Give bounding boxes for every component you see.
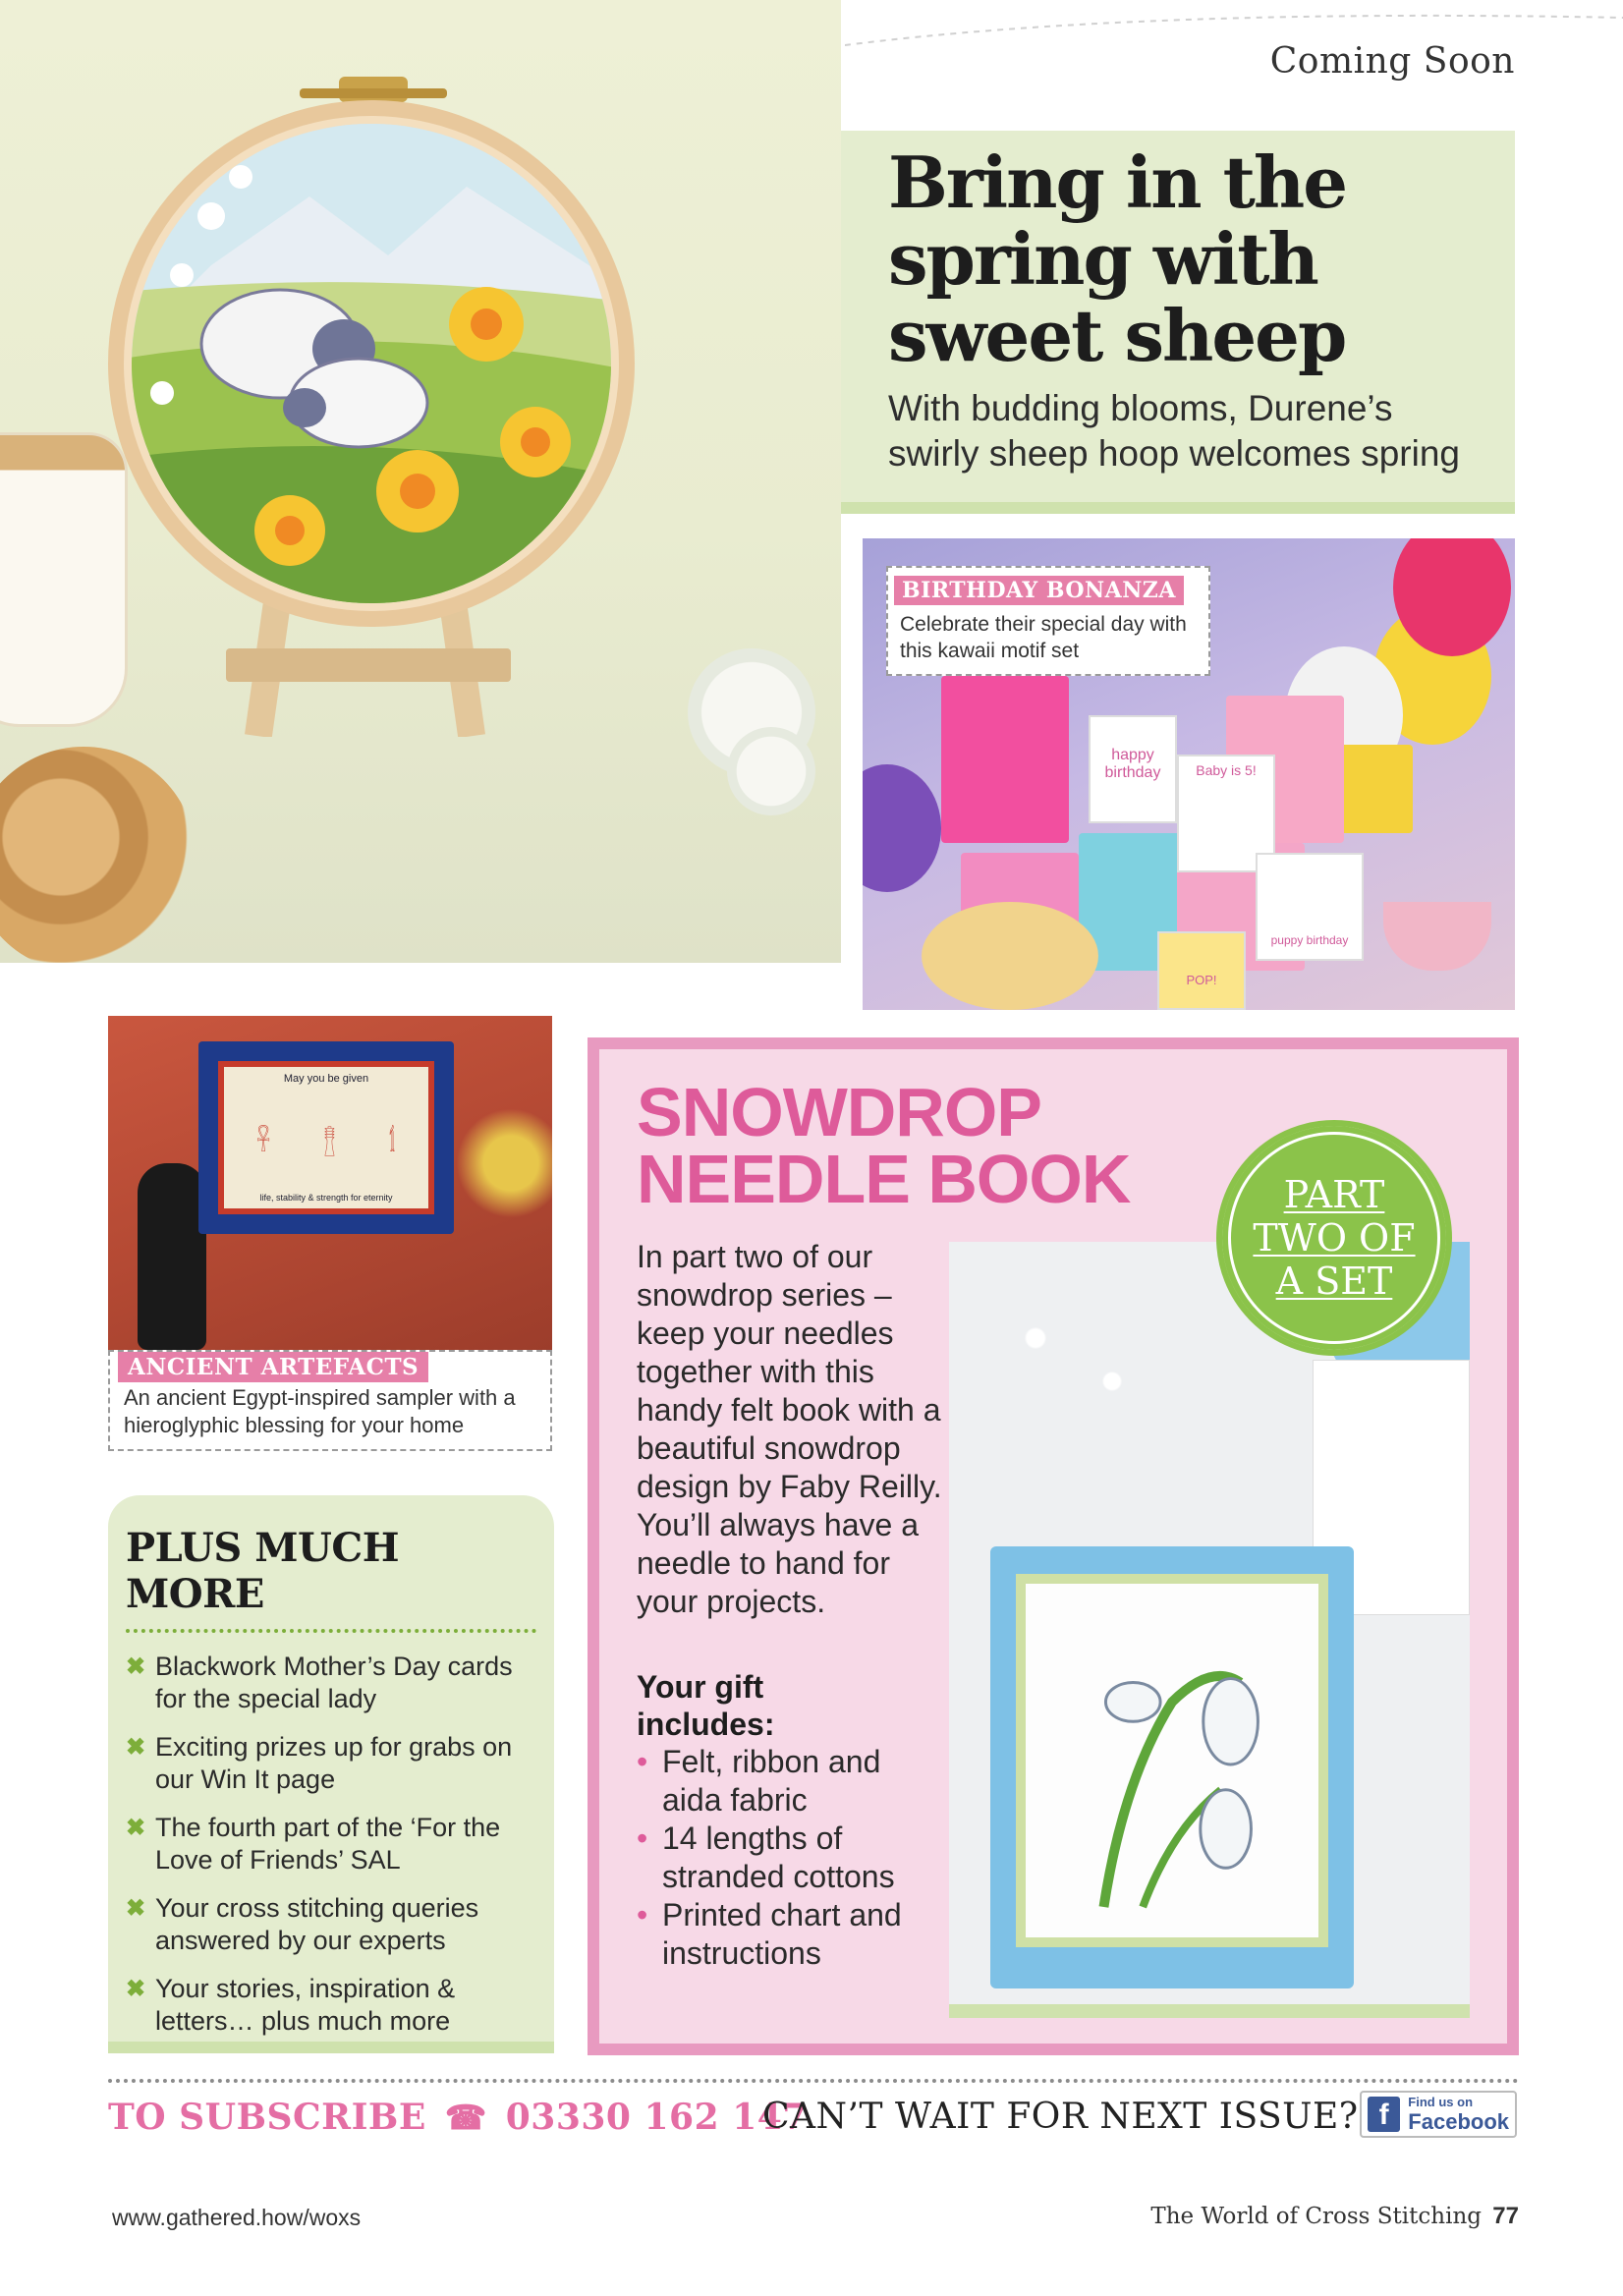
egypt-caption: An ancient Egypt-inspired sampler with a hieroglyphic blessing for your home	[124, 1385, 516, 1437]
badge-line: A SET	[1275, 1260, 1393, 1303]
egypt-sampler-photo	[108, 1016, 552, 1350]
pink-dot-icon: •	[637, 1820, 648, 1856]
gypsophila-image	[959, 1252, 1214, 1468]
card-image	[1089, 715, 1177, 823]
phone-icon: ☎	[444, 2099, 487, 2138]
card-image	[1157, 931, 1246, 1010]
needle-book-photo	[949, 1242, 1470, 2018]
list-item	[126, 1973, 536, 2038]
cross-bullet-icon: ✖	[126, 1815, 146, 1841]
next-issue-text: CAN’T WAIT FOR NEXT ISSUE?	[762, 2097, 1359, 2137]
sampler-top-text: May you be given	[283, 1073, 369, 1085]
snowdrop-panel	[588, 1037, 1519, 2055]
subscribe-line	[108, 2097, 808, 2138]
white-flower-image	[727, 727, 815, 815]
gift-item	[637, 1743, 931, 1820]
title-line: SNOWDROP	[637, 1074, 1041, 1150]
card-image	[1256, 853, 1364, 961]
list-item-text: Your cross stitching queries answered by our experts	[155, 1893, 479, 1955]
card-text: Baby is 5!	[1196, 762, 1257, 778]
list-item-text: The fourth part of the ‘For the Love of Friends’ SAL	[155, 1813, 501, 1875]
badge-line: TWO OF	[1253, 1216, 1416, 1260]
section-label: Coming Soon	[1269, 41, 1515, 82]
embroidery-hoop-image	[93, 69, 644, 737]
hieroglyphs-image: 𓋹 𓊽 𓌀	[255, 1127, 397, 1156]
cat-statue-image	[138, 1163, 206, 1350]
sampler-frame	[198, 1041, 454, 1234]
list-item	[126, 1651, 536, 1715]
lead-feature-panel	[841, 131, 1515, 514]
dotted-divider	[108, 2079, 1519, 2083]
facebook-icon: f	[1368, 2097, 1400, 2132]
strawberry-bowl-image	[1383, 902, 1491, 971]
footer-url[interactable]: www.gathered.how/woxs	[112, 2205, 362, 2230]
cake-image	[922, 902, 1098, 1010]
snowdrop-body: In part two of our snowdrop series – keep your needles together with this handy felt book with a beautiful snowdrop design by Faby Reilly. You’ll always have a needle to hand for your projects.	[637, 1239, 942, 1619]
list-item	[126, 1731, 536, 1796]
magazine-name: The World of Cross Stitching	[1150, 2204, 1482, 2229]
headline-line: Bring in the	[888, 140, 1347, 224]
pink-dot-icon: •	[637, 1744, 648, 1779]
egypt-tag: ANCIENT ARTEFACTS	[118, 1352, 428, 1382]
cross-bullet-icon: ✖	[126, 1734, 146, 1761]
hero-photo-sheep-hoop	[0, 0, 841, 963]
sampler-bottom-text: life, stability & strength for eternity	[259, 1193, 393, 1203]
facebook-badge[interactable]	[1360, 2091, 1517, 2138]
badge-line: PART	[1283, 1173, 1385, 1216]
card-text: POP!	[1186, 973, 1217, 987]
birthday-caption-box	[886, 566, 1210, 676]
headline-line: sweet sheep	[888, 294, 1346, 377]
list-item-text: Your stories, inspiration & letters… plus much more	[155, 1974, 456, 2036]
felt-needle-book-image	[990, 1546, 1354, 1988]
gift-bag-image	[941, 676, 1069, 843]
card-text: puppy birthday	[1270, 933, 1349, 947]
cross-bullet-icon: ✖	[126, 1895, 146, 1922]
gift-item	[637, 1820, 931, 1896]
birthday-tag: BIRTHDAY BONANZA	[894, 576, 1184, 605]
cross-bullet-icon: ✖	[126, 1976, 146, 2002]
footer-magazine	[1150, 2203, 1519, 2230]
part-two-badge	[1216, 1120, 1452, 1356]
sampler-image	[218, 1061, 434, 1214]
page-number: 77	[1492, 2203, 1519, 2229]
gift-item	[637, 1896, 931, 1973]
balloon-image	[863, 764, 941, 892]
gift-item-text: Printed chart and instructions	[662, 1897, 902, 1971]
card-text: happy birthday	[1104, 747, 1161, 781]
list-item-text: Blackwork Mother’s Day cards for the special lady	[155, 1652, 513, 1713]
plus-title: PLUS MUCH MORE	[126, 1525, 536, 1633]
title-line: NEEDLE BOOK	[637, 1141, 1131, 1217]
lead-headline	[888, 140, 1491, 377]
stitched-design-image	[1016, 1574, 1328, 1947]
palm-leaf-image	[452, 1094, 552, 1232]
birthday-caption: Celebrate their special day with this kawaii motif set	[900, 613, 1187, 662]
subscribe-phone[interactable]: 03330 162 147	[505, 2097, 808, 2138]
subscribe-label: TO SUBSCRIBE	[108, 2097, 426, 2138]
facebook-big-text: Facebook	[1408, 2109, 1509, 2134]
gift-title: Your gift includes:	[637, 1669, 775, 1742]
headline-line: spring with	[888, 217, 1317, 301]
birthday-photo	[863, 538, 1515, 1010]
gift-list	[637, 1743, 931, 1973]
lead-standfirst: With budding blooms, Durene’s swirly sheep hoop welcomes spring	[888, 388, 1460, 474]
snowdrop-panel-inner	[599, 1049, 1507, 2044]
cross-bullet-icon: ✖	[126, 1653, 146, 1680]
gift-item-text: Felt, ribbon and aida fabric	[662, 1744, 881, 1818]
gift-item-text: 14 lengths of stranded cottons	[662, 1820, 895, 1894]
pink-dot-icon: •	[637, 1897, 648, 1932]
cookies-image	[0, 747, 196, 963]
plus-list	[126, 1651, 536, 2038]
egypt-caption-box	[108, 1350, 552, 1451]
list-item	[126, 1892, 536, 1957]
plus-much-more-box	[108, 1495, 554, 2053]
facebook-text	[1408, 2095, 1509, 2134]
snowdrop-title	[637, 1074, 1131, 1217]
list-item-text: Exciting prizes up for grabs on our Win It page	[155, 1732, 513, 1794]
facebook-small-text: Find us on	[1408, 2095, 1474, 2109]
list-item	[126, 1812, 536, 1876]
